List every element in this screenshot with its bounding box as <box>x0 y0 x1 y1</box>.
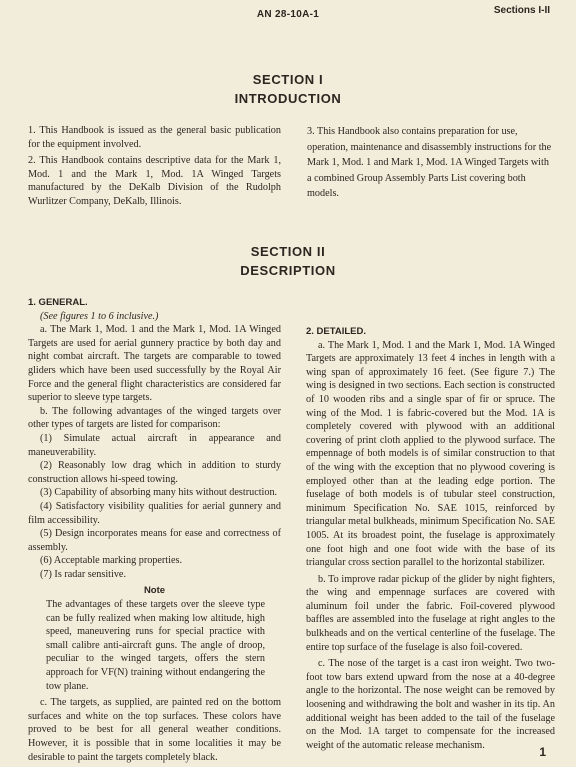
intro-paragraph-3: 3. This Handbook also contains preparation for use, operation, maintenance and disassembly instructions for the Mark 1, Mod. 1 and Mark 1, Mod. 1A Winged Targets with a combined Group Assembly Parts List covering both models. <box>307 126 552 199</box>
general-paragraph-c: c. The targets, as supplied, are painted red on the bottom surfaces and white on the top surfaces. These colors have proved to be best for all general weather conditions. However, it is possible that in some localities it may be desirable to paint the targets completely black. <box>28 697 281 763</box>
note-text: The advantages of these targets over the sleeve type can be fully realized when making low altitude, high speed, maneuvering runs for special practice with small calibre anti-aircraft guns. The angle of droop, peculiar to the winged targets, offers the stern approach for VF(N) training without endangering the tow plane. <box>46 599 265 692</box>
general-figure-ref: (See figures 1 to 6 inclusive.) <box>40 310 159 322</box>
advantage-item: (6) Acceptable marking properties. <box>40 555 183 567</box>
sections-label: Sections I-II <box>493 5 550 16</box>
detailed-paragraph-b: b. To improve radar pickup of the glider by night fighters, the wing and empennage surfaces are covered with aluminum foil under the fabric. Foil-covered plywood baffles are assembled into the fuselage at right angles to the bulkheads and on the vertical centerline of the fuselage. The entire top surface of the fuselage is also foil-covered. <box>306 573 555 653</box>
general-heading: 1. GENERAL. <box>28 297 88 308</box>
intro-right-column <box>307 124 555 202</box>
section-1-title: SECTION I <box>252 72 324 87</box>
page-number: 1 <box>539 745 546 759</box>
advantage-item: (7) Is radar sensitive. <box>40 568 126 580</box>
intro-paragraph-2: 2. This Handbook contains descriptive data for the Mark 1, Mod. 1 and the Mark 1, Mod. 1A Winged Targets manufactured by the DeKalb Division of the Rudolph Wurlitzer Company, DeKalb, Illinois. <box>28 155 281 207</box>
advantage-item: (4) Satisfactory visibility qualities for aerial gunnery and film accessibility. <box>28 500 281 526</box>
note-title: Note <box>143 585 166 597</box>
section-2-subtitle: DESCRIPTION <box>240 263 336 278</box>
detailed-heading: 2. DETAILED. <box>306 326 366 337</box>
section-2-title: SECTION II <box>250 244 326 259</box>
document-number: AN 28-10A-1 <box>256 9 320 20</box>
advantage-item: (2) Reasonably low drag which in addition to sturdy construction allows hi-speed towing. <box>28 460 281 485</box>
advantage-item: (5) Design incorporates means for ease and correctness of assembly. <box>28 528 281 553</box>
detailed-paragraph-c: c. The nose of the target is a cast iron weight. Two two-foot tow bars extend upward from the nose at a 40-degree angle to the horizontal. The nose weight can be removed by loosening and withdrawing the bolt and washer in its tip. An additional weight has been added to the tail of the fuselage on the Mod. 1A target to compensate for the increased weight of the automatic release mechanism. <box>306 658 555 751</box>
section-1-subtitle: INTRODUCTION <box>234 91 342 106</box>
detailed-paragraph-a: a. The Mark 1, Mod. 1 and the Mark 1, Mod. 1A Winged Targets are approximately 13 feet 4 inches in length with a wing span of approximately 16 feet. (See figure 7.) The wing is designed in two sections. Each section is constructed of 10 wooden ribs and a single spar of fir or spruce. The wing of the Mod. 1 is fabric-covered but the Mod. 1A is completely covered with plywood with an additional covering of print cloth applied to the plywood surface. The empennage of both models is of similar construction to that of the wing with the exception that no plywood covering is employed other than at the leading edge portion. The fuselage of both models is of tubular steel construction, minimum Specification No. SAE 1015, reinforced by triangular metal bulkheads, minimum Specification No. SAE 1005. At its broadest point, the fuselage is approximately one foot high and one foot wide with the base of its triangular cross section parallel to the horizontal stabilizer. <box>306 339 555 569</box>
general-paragraph-a: a. The Mark 1, Mod. 1 and the Mark 1, Mod. 1A Winged Targets are used for aerial gunnery practice by both day and night combat aircraft. The targets are comparable to towed gliders which have been used successfully by the Royal Air Force and the general flight characteristics are considered far superior to sleeve type targets. <box>28 324 281 404</box>
intro-left-column <box>28 124 281 209</box>
advantage-item: (1) Simulate actual aircraft in appearance and maneuverability. <box>28 432 281 458</box>
intro-paragraph-1: 1. This Handbook is issued as the general basic publication for the equipment involved. <box>28 125 281 150</box>
description-left-column <box>28 296 281 764</box>
description-right-column <box>306 296 555 752</box>
general-paragraph-b: b. The following advantages of the winged targets over other types of targets are listed for comparison: <box>28 405 281 431</box>
advantage-item: (3) Capability of absorbing many hits without destruction. <box>40 487 278 499</box>
